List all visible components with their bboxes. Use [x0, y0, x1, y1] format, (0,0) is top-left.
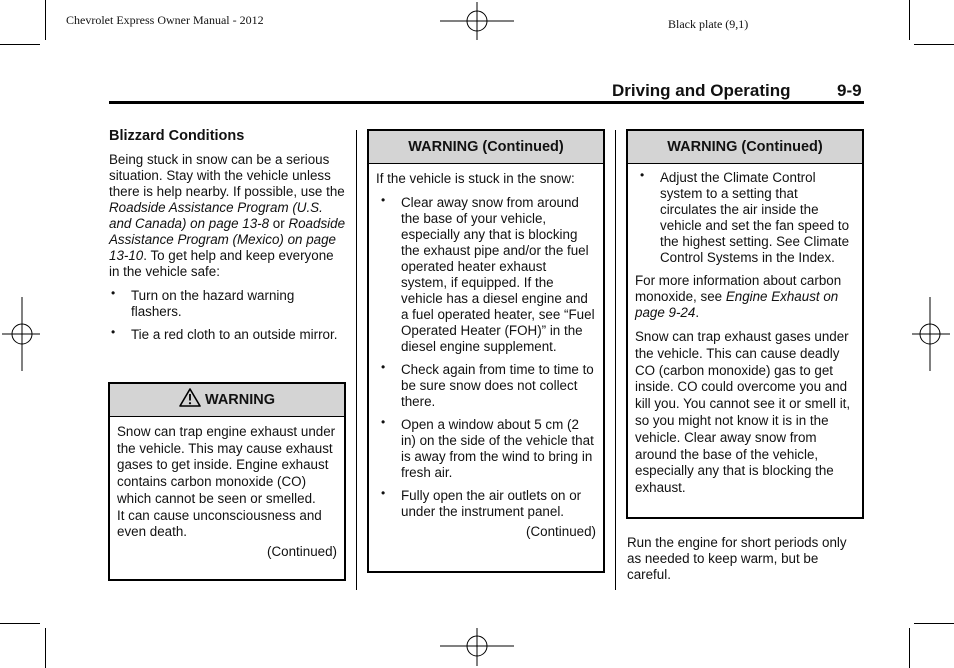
warning-box — [108, 382, 346, 581]
list-item: • Fully open the air outlets on or under the instrument panel. — [379, 488, 596, 520]
lead-text: If the vehicle is stuck in the snow: — [376, 171, 575, 186]
warning-continued-box — [367, 129, 605, 573]
co-paragraph: Snow can trap exhaust gases under the vehicle. This can cause deadly CO (carbon monoxide) gas to get inside. CO could overcome you and kill you. You cannot see it or smell it, so you might not know it is in the vehicle. Clear away snow from around the base of the vehicle, especially any that is blocking the exhaust. — [635, 329, 851, 496]
snow-steps-list — [379, 195, 596, 520]
warning-text: It can cause unconsciousness and even death. — [117, 507, 322, 540]
warning-continued-body — [628, 164, 862, 501]
crop-mark — [45, 0, 46, 40]
registration-mark-icon — [2, 297, 40, 371]
crop-mark — [45, 628, 46, 668]
column-divider — [356, 130, 357, 590]
registration-mark-icon — [440, 628, 514, 666]
manual-title: Chevrolet Express Owner Manual - 2012 — [66, 13, 264, 27]
or-text: or — [269, 216, 289, 231]
info-text-end: . — [695, 305, 700, 320]
warning-continued-box-2 — [626, 129, 864, 519]
column-1 — [109, 128, 346, 350]
page-number: 9-9 — [837, 81, 862, 100]
warning-text: Snow can trap engine exhaust under the vehicle. This may cause exhaust gases to get inside. Engine exhaust contains carbon monoxide (CO) which cannot be seen or smelled. — [117, 424, 336, 506]
subsection-heading: Blizzard Conditions — [109, 128, 245, 144]
info-text: For more information about carbon monoxide, see — [635, 273, 842, 304]
list-item: • Clear away snow from around the base of your vehicle, especially any that is blocking the exhaust pipe and/or the fuel operated heater exhaust system, if equipped. If the vehicle has a diesel engine and a fuel operated heater, see “Fuel Operated Heater (FOH)” in the diesel engine supplement. — [379, 195, 596, 355]
warning-triangle-icon — [179, 388, 201, 407]
intro-paragraph — [109, 152, 346, 280]
crop-mark — [909, 628, 910, 668]
crop-mark — [0, 44, 40, 45]
list-item: • Adjust the Climate Control system to a setting that circulates the air inside the vehicle and set the fan speed to the highest setting. See Climate Control Systems in the Index. — [638, 170, 855, 266]
crop-mark — [914, 44, 954, 45]
list-item: • Open a window about 5 cm (2 in) on the side of the vehicle that is away from the wind to bring in fresh air. — [379, 417, 596, 481]
info-paragraph — [635, 273, 855, 321]
list-item: • Check again from time to time to be sure snow does not collect there. — [379, 362, 596, 410]
climate-list — [638, 170, 855, 266]
roadside-mexico-link[interactable]: Roadside Assistance Program (Mexico) on page 13-10 — [109, 216, 346, 263]
closing-paragraph: Run the engine for short periods only as needed to keep warm, but be careful. — [627, 535, 847, 582]
warning-title — [110, 384, 344, 417]
registration-mark-icon — [912, 297, 950, 371]
header-rule — [109, 101, 864, 104]
crop-mark — [0, 623, 40, 624]
plate-label: Black plate (9,1) — [668, 17, 749, 31]
list-item: • Tie a red cloth to an outside mirror. — [109, 327, 346, 343]
column-divider — [615, 130, 616, 590]
engine-exhaust-link[interactable]: Engine Exhaust on page 9-24 — [635, 289, 839, 320]
roadside-us-link[interactable]: Roadside Assistance Program (U.S. and Canada) on page 13-8 — [109, 200, 323, 231]
warning-continued-title: WARNING (Continued) — [628, 131, 862, 164]
crop-mark — [914, 623, 954, 624]
intro-text: Being stuck in snow can be a serious situation. Stay with the vehicle unless there is help nearby. If possible, use the — [109, 152, 345, 199]
warning-continued-body — [369, 164, 603, 544]
crop-mark — [909, 0, 910, 40]
warning-continued-title: WARNING (Continued) — [369, 131, 603, 164]
warning-label: WARNING — [204, 392, 276, 408]
warning-body — [110, 417, 344, 564]
safety-list — [109, 288, 346, 343]
list-item: • Turn on the hazard warning flashers. — [109, 288, 346, 320]
continued-label: (Continued) — [526, 524, 596, 539]
registration-mark-icon — [440, 2, 514, 40]
intro-text-end: . To get help and keep everyone in the vehicle safe: — [109, 248, 334, 279]
continued-label: (Continued) — [267, 543, 337, 559]
section-title: Driving and Operating — [612, 81, 791, 100]
